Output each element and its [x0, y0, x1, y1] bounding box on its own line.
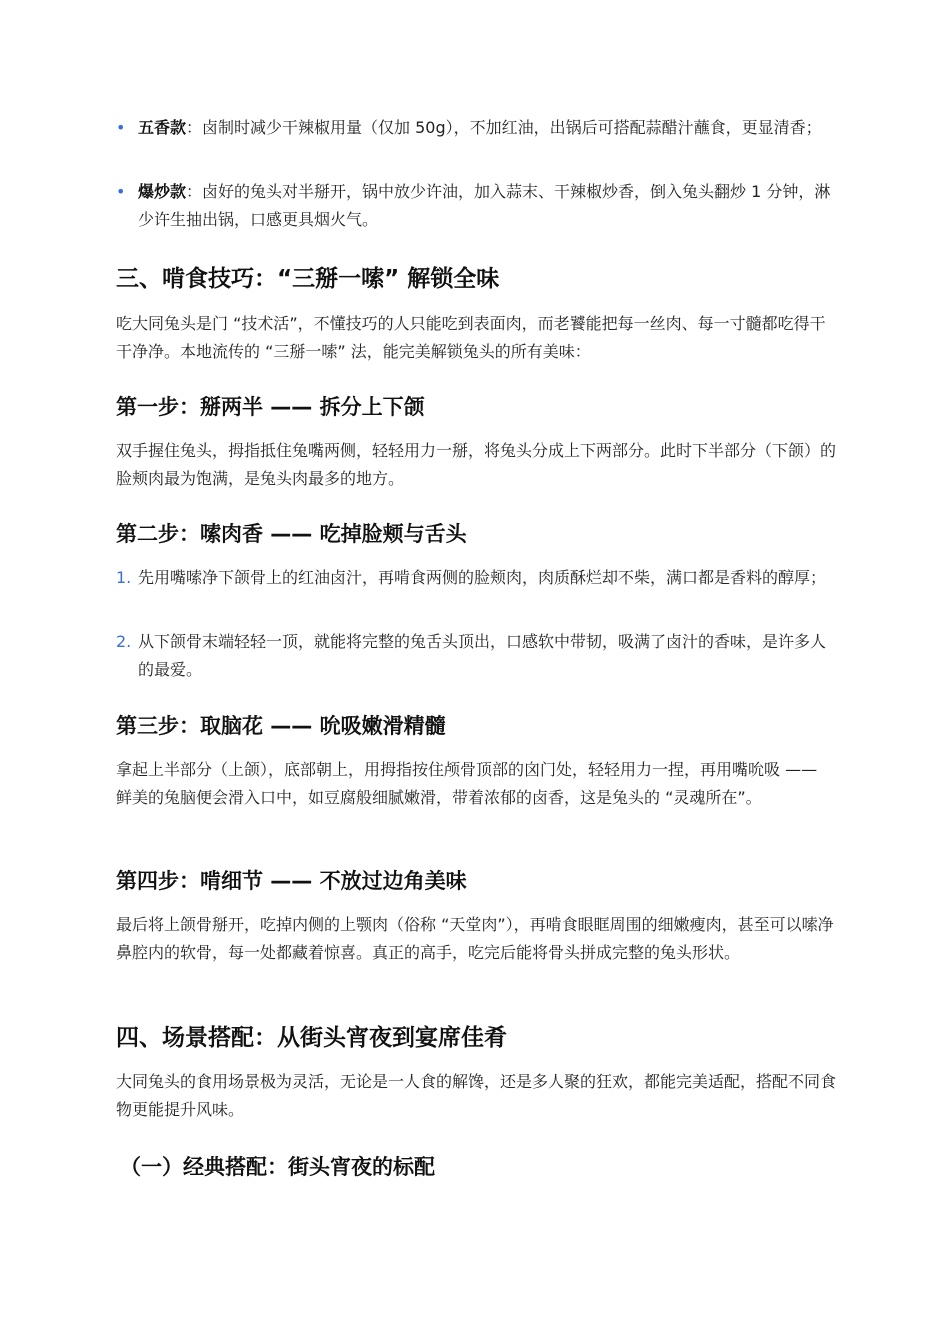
sub-heading: （一）经典搭配：街头宵夜的标配: [120, 1155, 435, 1179]
list-item-body: 先用嘴嗦净下颌骨上的红油卤汁，再啃食两侧的脸颊肉，肉质酥烂却不柴，满口都是香料的醇厚；: [138, 568, 827, 587]
list-item-body: ：卤好的兔头对半掰开，锅中放少许油，加入蒜末、干辣椒炒香，倒入兔头翻炒 1 分钟，淋少许生抽出锅，口感更具烟火气。: [138, 182, 831, 229]
section-heading: 四、场景搭配：从街头宵夜到宴席佳肴: [116, 1025, 507, 1051]
step-heading: 第三步：取脑花 —— 吮吸嫩滑精髓: [116, 714, 446, 738]
section-intro: 吃大同兔头是门 “技术活”，不懂技巧的人只能吃到表面肉，而老饕能把每一丝肉、每一寸髓都吃得干干净净。本地流传的 “三掰一嗦” 法，能完美解锁兔头的所有美味：: [116, 314, 826, 361]
bullet-marker: •: [116, 182, 126, 201]
step-text: 最后将上颌骨掰开，吃掉内侧的上颚肉（俗称 “天堂肉”），再啃食眼眶周围的细嫩瘦肉，甚至可以嗦净鼻腔内的软骨，每一处都藏着惊喜。真正的高手，吃完后能将骨头拼成完整的兔头形状。: [116, 915, 834, 962]
step-text: 拿起上半部分（上颌），底部朝上，用拇指按住颅骨顶部的囟门处，轻轻用力一捏，再用嘴吮吸 —— 鲜美的兔脑便会滑入口中，如豆腐般细腻嫩滑，带着浓郁的卤香，这是兔头的 “灵魂所在”。: [116, 760, 818, 807]
number-marker: 2.: [116, 632, 132, 651]
step-heading: 第一步：掰两半 —— 拆分上下颌: [116, 395, 425, 419]
list-item-body: ：卤制时减少干辣椒用量（仅加 50g），不加红油，出锅后可搭配蒜醋汁蘸食，更显清香；: [186, 118, 822, 137]
list-item-title: 爆炒款: [138, 182, 187, 201]
list-item: [116, 178, 838, 234]
section-intro: 大同兔头的食用场景极为灵活，无论是一人食的解馋，还是多人聚的狂欢，都能完美适配，搭配不同食物更能提升风味。: [116, 1072, 837, 1119]
list-item-title: 五香款: [138, 118, 187, 137]
list-item: [116, 114, 838, 142]
section-heading: 三、啃食技巧：“三掰一嗦” 解锁全味: [116, 266, 500, 292]
bullet-marker: •: [116, 118, 126, 137]
step-heading: 第二步：嗦肉香 —— 吃掉脸颊与舌头: [116, 522, 467, 546]
list-item: [116, 628, 838, 684]
list-item-body: 从下颌骨末端轻轻一顶，就能将完整的兔舌头顶出，口感软中带韧，吸满了卤汁的香味，是许多人的最爱。: [138, 632, 827, 679]
number-marker: 1.: [116, 568, 132, 587]
list-item: [116, 564, 838, 592]
step-text: 双手握住兔头，拇指抵住兔嘴两侧，轻轻用力一掰，将兔头分成上下两部分。此时下半部分（下颌）的脸颊肉最为饱满，是兔头肉最多的地方。: [116, 441, 837, 488]
step-heading: 第四步：啃细节 —— 不放过边角美味: [116, 869, 467, 893]
